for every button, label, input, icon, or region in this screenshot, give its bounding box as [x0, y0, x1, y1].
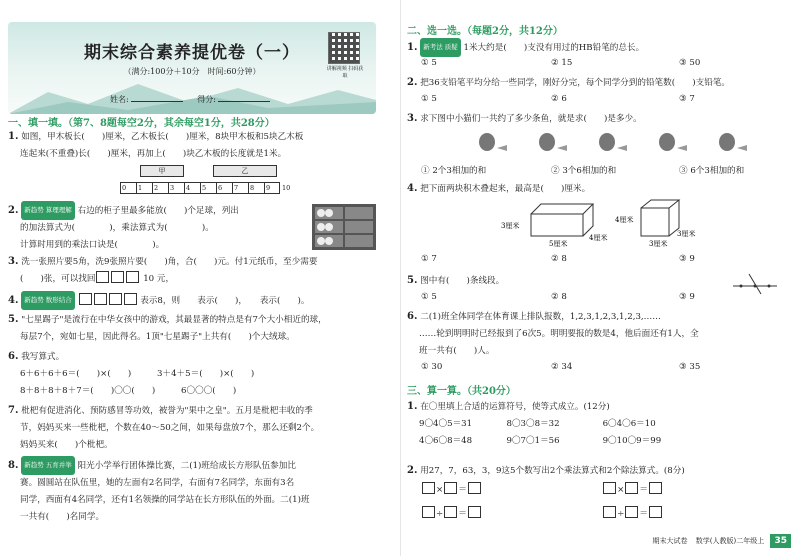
- qr-code-icon[interactable]: [328, 32, 360, 64]
- name-field[interactable]: [131, 101, 183, 102]
- option[interactable]: ② 8: [551, 254, 567, 264]
- segments-figure: [731, 272, 779, 296]
- option[interactable]: ③ 9: [679, 254, 695, 264]
- question-5: 5. "七星踢子"是流行在中华女孩中的游戏，其最显著的特点是有7个大小相近的球， 每层7个，宛如七星，因此得名。1顶"七星踢子"上共有( )个大绒球。: [8, 314, 327, 342]
- section-2-heading: 二、选一选。（每题2分，共12分）: [407, 26, 563, 37]
- question-4: 4. 新趋势 数形结合 表示8，则 表示( )， 表示( )。: [8, 291, 310, 310]
- cats-fish-image: [471, 128, 761, 160]
- right-page: [400, 0, 800, 556]
- dim-label: 3厘米: [649, 240, 668, 248]
- calc-q1: 1. 在〇里填上合适的运算符号，使等式成立。(12分) 9〇4〇5＝31 8〇3〇8＝32 6〇4〇6＝10 4〇6〇8＝48 9〇7〇1＝56 9〇10〇9＝99: [407, 401, 662, 446]
- option[interactable]: ③ 9: [679, 292, 695, 302]
- option[interactable]: ③ 7: [679, 94, 695, 104]
- ruler: [120, 182, 280, 194]
- ruler-tick-label: 2: [154, 184, 159, 192]
- cabinet-image: [312, 204, 376, 250]
- ruler-tick-label: 1: [138, 184, 143, 192]
- page-number: 35: [770, 534, 791, 548]
- ruler-tick-label: 3: [170, 184, 175, 192]
- exam-meta: （满分:100分＋10分 时间:60分钟）: [123, 67, 261, 76]
- tag-badge: 新考法 质疑: [420, 38, 461, 57]
- ruler-tick-label: 7: [234, 184, 239, 192]
- choice-q3: 3. 求下图中小猫们一共约了多少条鱼，就是求( )是多少。: [407, 113, 642, 124]
- choice-q4: 4. 把下面两块积木叠起来，最高是( )厘米。: [407, 183, 591, 194]
- ruler-tick-label: 10: [282, 184, 291, 192]
- option[interactable]: ② 6: [551, 94, 567, 104]
- option[interactable]: ① 5: [421, 94, 437, 104]
- option[interactable]: ① 2个3相加的和: [421, 166, 487, 176]
- ruler-tick-label: 8: [250, 184, 255, 192]
- section-1-heading: 一、填一填。（第7、8题每空2分，其余每空1分，共28分）: [8, 118, 275, 129]
- section-3-heading: 三、算一算。（共20分）: [407, 386, 516, 397]
- question-2: 2. 新趋势 算理理解 右边的柜子里最多能放( )个足球，列出 的加法算式为( )，乘法算式为( )。 计算时用到的乘法口诀是( )。: [8, 201, 239, 254]
- tag-badge: 新趋势 数形结合: [21, 291, 75, 310]
- dim-label: 4厘米: [615, 216, 634, 224]
- ruler-tick-label: 0: [122, 184, 127, 192]
- question-7: 7. 枇杷有促进消化、预防感冒等功效，被誉为"果中之皇"。五月是枇杷丰收的季 节，妈妈买来一些枇杷，个数在40～50之间，如果每盘放7个，那么还剩2个。 妈妈买来( )个枇杷。: [8, 405, 320, 450]
- answer-boxes-divide[interactable]: ÷ ＝ ÷ ＝: [421, 506, 663, 523]
- calc-q2: 2. 用27，7，63，3，9这5个数写出2个乘法算式和2个除法算式。(8分): [407, 465, 685, 476]
- option[interactable]: ② 3个6相加的和: [551, 166, 617, 176]
- ruler-tick-label: 6: [218, 184, 223, 192]
- option[interactable]: ② 15: [551, 58, 573, 68]
- dim-label: 5厘米: [549, 240, 568, 248]
- score-field[interactable]: [218, 101, 270, 102]
- option[interactable]: ① 7: [421, 254, 437, 264]
- dim-label: 3厘米: [501, 222, 520, 230]
- board-jia: 甲: [140, 165, 184, 177]
- option[interactable]: ③ 50: [679, 58, 701, 68]
- question-6: 6. 我写算式。 6＋6＋6＋6＝( )×( ) 3＋4＋5＝( )×( ) 8＋8＋8＋8＋7＝( )〇〇( ) 6〇〇〇( ): [8, 351, 255, 396]
- choice-q2: 2. 把36支铅笔平均分给一些同学，刚好分完，每个同学分到的铅笔数( )支铅笔。: [407, 77, 731, 88]
- name-label: 姓名:: [110, 95, 129, 104]
- option[interactable]: ③ 6个3相加的和: [679, 166, 745, 176]
- subject-label: 数学(人教版)二年级上: [695, 537, 765, 545]
- question-8: 8. 新趋势 五育并举 阳光小学举行团体操比赛，二(1)班给成长方形队伍参加比 赛。圆圆站在队伍里，她的左面有2名同学，右面有7名同学，东面有3名 同学，西面有4名同学，还有1名领操的同学站在长方形队伍的外面。二(1)班 一共有( )名同学。: [8, 456, 310, 526]
- blocks-diagram: [501, 196, 721, 248]
- ruler-tick-label: 4: [186, 184, 191, 192]
- ruler-tick-label: 9: [266, 184, 271, 192]
- option[interactable]: ① 5: [421, 292, 437, 302]
- ruler-tick-label: 5: [202, 184, 207, 192]
- question-1: 1. 如图，甲木板长( )厘米，乙木板长( )厘米，8块甲木板和5块乙木板 连起来(不重叠)长( )厘米，再加上( )块乙木板的长度就是1米。: [8, 131, 304, 159]
- option[interactable]: ① 5: [421, 58, 437, 68]
- option[interactable]: ② 34: [551, 362, 573, 372]
- answer-boxes-multiply[interactable]: × ＝ × ＝: [421, 482, 663, 499]
- choice-q1: 1. 新考法 质疑 1米大约是( )支没有用过的HB铅笔的总长。: [407, 38, 644, 57]
- tag-badge: 新趋势 算理理解: [21, 201, 75, 220]
- brand-label: 期末大试卷: [652, 537, 688, 545]
- qr-caption: 讲解视频 扫码获取: [326, 66, 364, 79]
- page-footer: [653, 534, 791, 548]
- board-yi: 乙: [213, 165, 277, 177]
- dim-label: 4厘米: [589, 234, 608, 242]
- option[interactable]: ③ 35: [679, 362, 701, 372]
- name-score-bar: [110, 94, 282, 105]
- score-label: 得分:: [197, 95, 216, 104]
- choice-q6: 6. 二(1)班全体同学在体育课上排队报数，1,2,3,1,2,3,1,2,3,…… ……轮到明明时已经报到了6次5。明明要报的数是4，他后面还有1人，全 班一共有( )人。: [407, 311, 699, 356]
- choice-q5: 5. 图中有( )条线段。: [407, 275, 505, 286]
- tag-badge: 新趋势 五育并举: [21, 456, 75, 475]
- option[interactable]: ② 8: [551, 292, 567, 302]
- question-3: 3. 洗一张照片要5角，洗9张照片要( )角，合( )元。付1元纸币，至少需要 ( )张，可以找回 10 元，: [8, 256, 318, 284]
- option[interactable]: ① 30: [421, 362, 443, 372]
- exam-title: 期末综合素养提优卷（一）: [84, 43, 300, 63]
- dim-label: 3厘米: [677, 230, 696, 238]
